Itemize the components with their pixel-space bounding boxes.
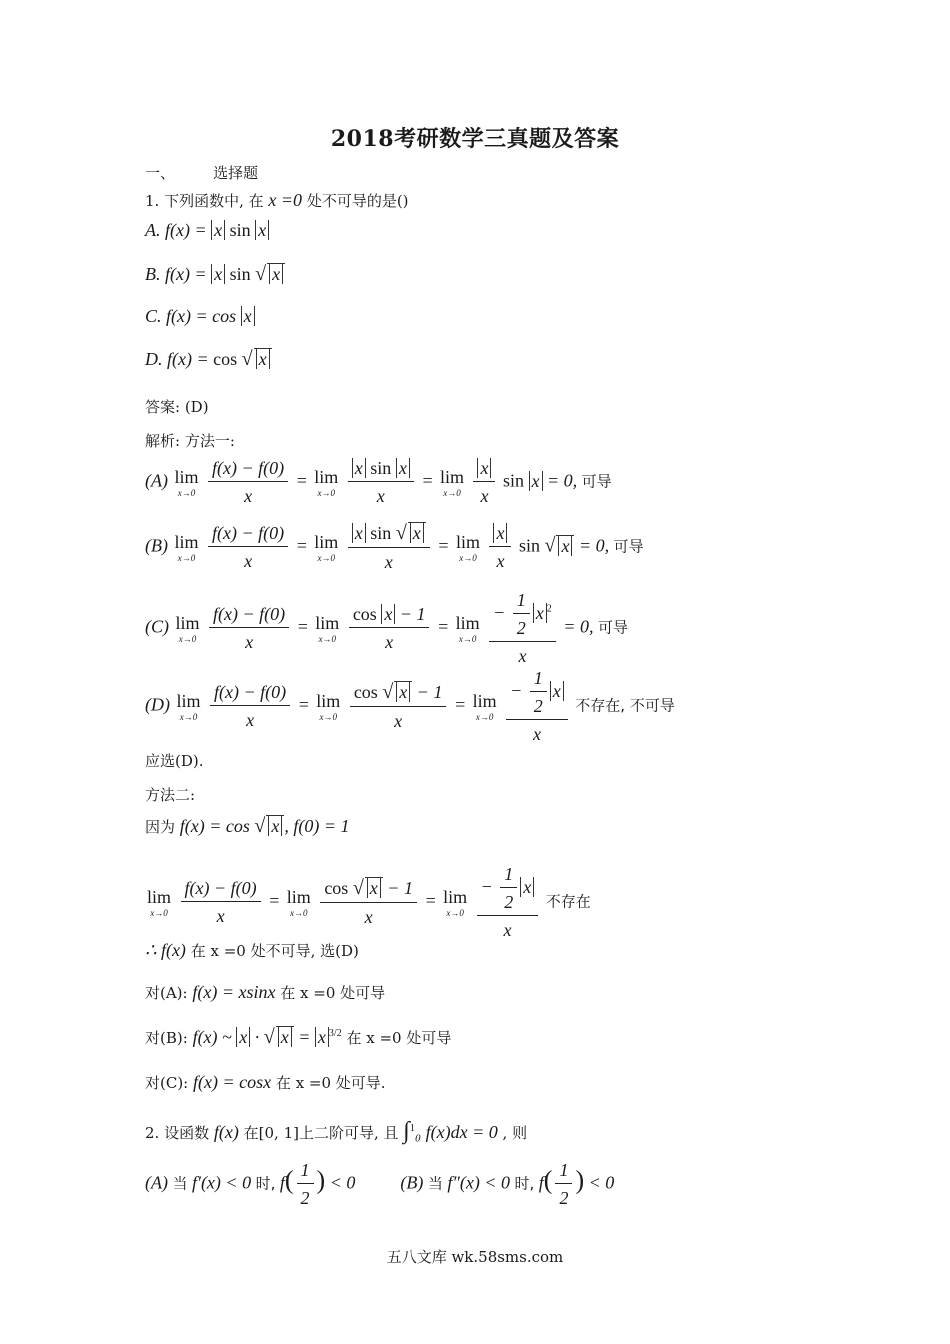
method1-d: (D) lim x→0 $\frac{f(x) - f(0)}{x}$ = lim x→0 $\frac{\cos √ x - 1}{x}$ = lim x→0 − $\frac{1}{2}$ x x 不存在, 不可导 — [145, 668, 675, 744]
option-d: D. f(x) = cos √ x — [145, 348, 272, 371]
page-title: 2018考研数学三真题及答案 — [330, 126, 620, 152]
method2-heading: 方法二: — [145, 786, 196, 804]
method2-limit: lim x→0 $\frac{f(x) - f(0)}{x}$ = lim x→0 $\frac{\cos √ x - 1}{x}$ = lim x→0 − $\frac{1}{2}$ x x 不存在 — [147, 864, 591, 940]
footer-watermark: 五八文库 wk.58sms.com — [386, 1248, 564, 1266]
because-line: 因为 f(x) = cos √ x , f(0) = 1 — [145, 815, 350, 837]
method1-b: (B) lim x→0 $\frac{f(x) - f(0)}{x}$ = lim x→0 $\frac{\text{x sin √ x}}{x}$ = lim x→0 $\frac{x}{x}$ sin √ x = 0, 可导 — [145, 522, 644, 572]
question-2-stem: 2. 设函数 f(x) 在[0, 1]上二阶可导, 且 ∫$^1$₀ f(x)dx = 0 , 则 — [145, 1118, 528, 1144]
method1-c: (C) lim x→0 $\frac{f(x) - f(0)}{x}$ = lim x→0 $\frac{\text{cos x − 1}}{x}$ = lim x→0 − $\frac{1}{2}$ x $^2$ x = 0, 可导 — [145, 590, 628, 666]
option-c: C. f(x) = cos x — [145, 306, 255, 327]
for-b-line: 对(B): f(x) ~ x · √ x = x $^{3/2}$ 在 x =0 处可导 — [145, 1026, 452, 1048]
question-1-stem: 1. 下列函数中, 在 x =0 处不可导的是() — [145, 190, 409, 210]
therefore-line: ∴ f(x) 在 x =0 处不可导, 选(D) — [145, 940, 359, 960]
choose-line: 应选(D). — [145, 752, 204, 770]
analysis-heading: 解析: 方法一: — [145, 432, 235, 450]
option-a: A. f(x) = x sin x — [145, 220, 269, 241]
method1-a: (A) lim x→0 $\frac{f(x) - f(0)}{x}$ = lim x→0 $\frac{\text{x sin x}}{x}$ = lim x→0 $\frac{x}{x}$ sin x = 0, 可导 — [145, 458, 612, 506]
for-a-line: 对(A): f(x) = xsinx 在 x =0 处可导 — [145, 982, 386, 1002]
for-c-line: 对(C): f(x) = cosx 在 x =0 处可导. — [145, 1072, 386, 1092]
answer-line: 答案: (D) — [145, 398, 209, 416]
section-heading: 一、 选择题 — [145, 164, 259, 182]
question-2-options: (A) 当 f′(x) < 0 时, f( $\frac{1}{2}$ ) < 0 (B) 当 f″(x) < 0 时, f( $\frac{1}{2}$ ) < 0 — [145, 1160, 615, 1208]
option-b: B. f(x) = x sin √ x — [145, 263, 285, 286]
